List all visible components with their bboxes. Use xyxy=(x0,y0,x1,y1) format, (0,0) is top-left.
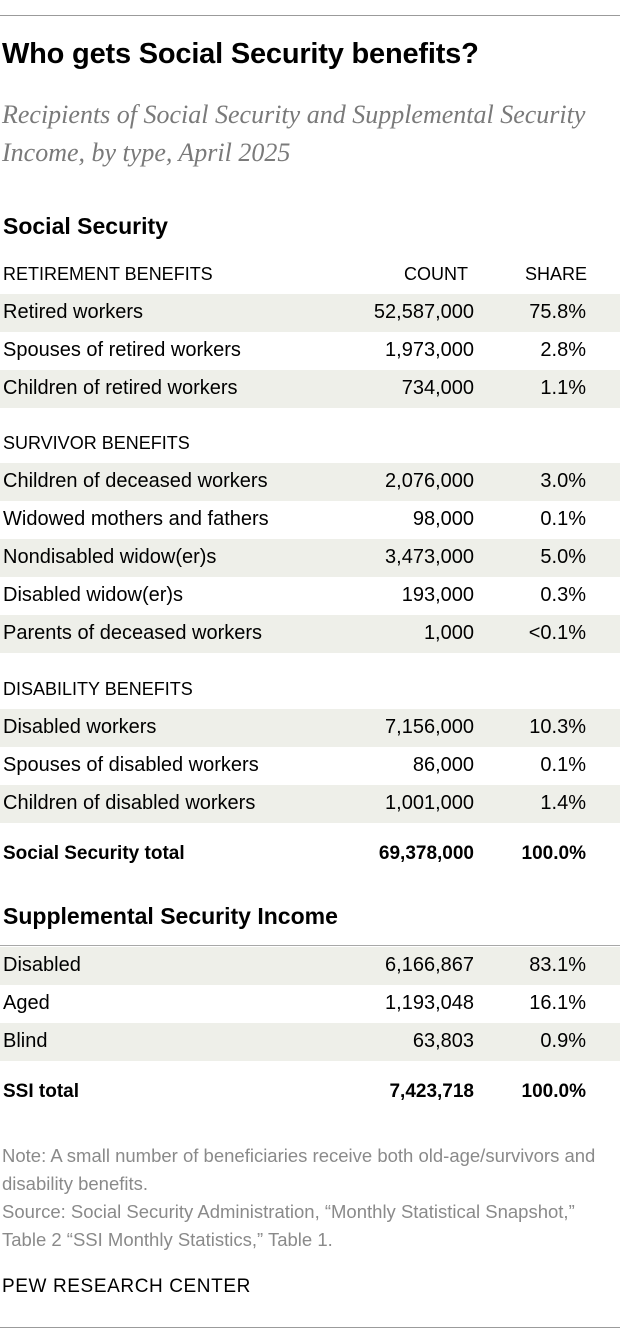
total-row-social-security xyxy=(0,835,620,873)
row-share: 1.4% xyxy=(540,792,586,814)
row-share: 0.1% xyxy=(540,508,586,530)
row-count: 193,000 xyxy=(401,584,474,606)
row-count: 52,587,000 xyxy=(373,301,474,323)
table-row xyxy=(0,577,620,615)
total-row-ssi xyxy=(0,1073,620,1111)
row-share: 2.8% xyxy=(540,339,586,361)
total-count: 7,423,718 xyxy=(389,1081,474,1102)
row-label: Disabled xyxy=(3,954,81,976)
group-label: DISABILITY BENEFITS xyxy=(3,679,193,699)
row-share: <0.1% xyxy=(528,622,586,644)
group-header-survivor xyxy=(0,424,620,464)
row-share: 10.3% xyxy=(529,716,586,738)
group-label: SURVIVOR BENEFITS xyxy=(3,433,190,453)
source-text: Source: Social Security Administration, “Monthly Statistical Snapshot,” Table 2 “SSI Monthly Statistics,” Table 1. xyxy=(2,1201,575,1250)
table-row xyxy=(0,501,620,539)
row-label: Disabled workers xyxy=(3,716,157,738)
section-rule xyxy=(0,945,620,946)
table-row xyxy=(0,463,620,501)
section-title-social-security: Social Security xyxy=(3,213,168,239)
chart-subtitle: Recipients of Social Security and Supplemental Security Income, by type, April 2025 xyxy=(2,100,586,167)
table-row xyxy=(0,370,620,408)
table-row xyxy=(0,332,620,370)
row-label: Retired workers xyxy=(3,301,144,323)
column-header-count: COUNT xyxy=(404,264,468,284)
row-share: 83.1% xyxy=(529,954,586,976)
row-label: Nondisabled widow(er)s xyxy=(3,546,217,568)
table-row xyxy=(0,539,620,577)
row-label: Children of retired workers xyxy=(3,377,238,399)
footnotes xyxy=(2,1142,614,1254)
row-share: 1.1% xyxy=(540,377,586,399)
total-label: SSI total xyxy=(3,1081,80,1102)
row-share: 5.0% xyxy=(540,546,586,568)
row-label: Spouses of retired workers xyxy=(3,339,241,361)
group-header-disability xyxy=(0,670,620,710)
brand-wordmark: PEW RESEARCH CENTER xyxy=(2,1276,251,1297)
row-share: 0.1% xyxy=(540,754,586,776)
table-row xyxy=(0,615,620,653)
row-share: 3.0% xyxy=(540,470,586,492)
row-count: 1,000 xyxy=(423,622,474,644)
table-row xyxy=(0,785,620,823)
table-row xyxy=(0,747,620,785)
row-count: 86,000 xyxy=(412,754,474,776)
row-count: 6,166,867 xyxy=(385,954,474,976)
row-share: 0.9% xyxy=(540,1030,586,1052)
note-text: Note: A small number of beneficiaries receive both old-age/survivors and disability benefits. xyxy=(2,1145,596,1194)
group-header-retirement xyxy=(0,255,620,295)
row-count: 1,973,000 xyxy=(385,339,474,361)
row-label: Children of deceased workers xyxy=(3,470,268,492)
row-label: Disabled widow(er)s xyxy=(3,584,184,606)
row-label: Children of disabled workers xyxy=(3,792,256,814)
total-label: Social Security total xyxy=(3,843,185,864)
row-count: 734,000 xyxy=(401,377,474,399)
table-row xyxy=(0,1023,620,1061)
row-label: Blind xyxy=(3,1030,48,1052)
bottom-rule xyxy=(0,1327,620,1328)
total-count: 69,378,000 xyxy=(378,843,474,864)
table-row xyxy=(0,947,620,985)
row-label: Widowed mothers and fathers xyxy=(3,508,269,530)
row-label: Aged xyxy=(3,992,50,1014)
chart-title: Who gets Social Security benefits? xyxy=(2,38,479,70)
table-row xyxy=(0,709,620,747)
row-count: 7,156,000 xyxy=(385,716,474,738)
table-row xyxy=(0,294,620,332)
row-label: Spouses of disabled workers xyxy=(3,754,259,776)
row-count: 1,001,000 xyxy=(385,792,474,814)
section-title-ssi: Supplemental Security Income xyxy=(3,903,338,929)
total-share: 100.0% xyxy=(521,843,586,864)
total-share: 100.0% xyxy=(521,1081,586,1102)
row-count: 3,473,000 xyxy=(385,546,474,568)
row-count: 63,803 xyxy=(412,1030,474,1052)
row-count: 2,076,000 xyxy=(385,470,474,492)
table-row xyxy=(0,985,620,1023)
row-share: 16.1% xyxy=(529,992,586,1014)
row-label: Parents of deceased workers xyxy=(3,622,263,644)
row-share: 75.8% xyxy=(529,301,586,323)
row-count: 1,193,048 xyxy=(385,992,474,1014)
row-count: 98,000 xyxy=(412,508,474,530)
column-header-share: SHARE xyxy=(524,264,587,284)
row-share: 0.3% xyxy=(540,584,586,606)
top-rule xyxy=(0,15,620,16)
group-label: RETIREMENT BENEFITS xyxy=(3,264,213,284)
